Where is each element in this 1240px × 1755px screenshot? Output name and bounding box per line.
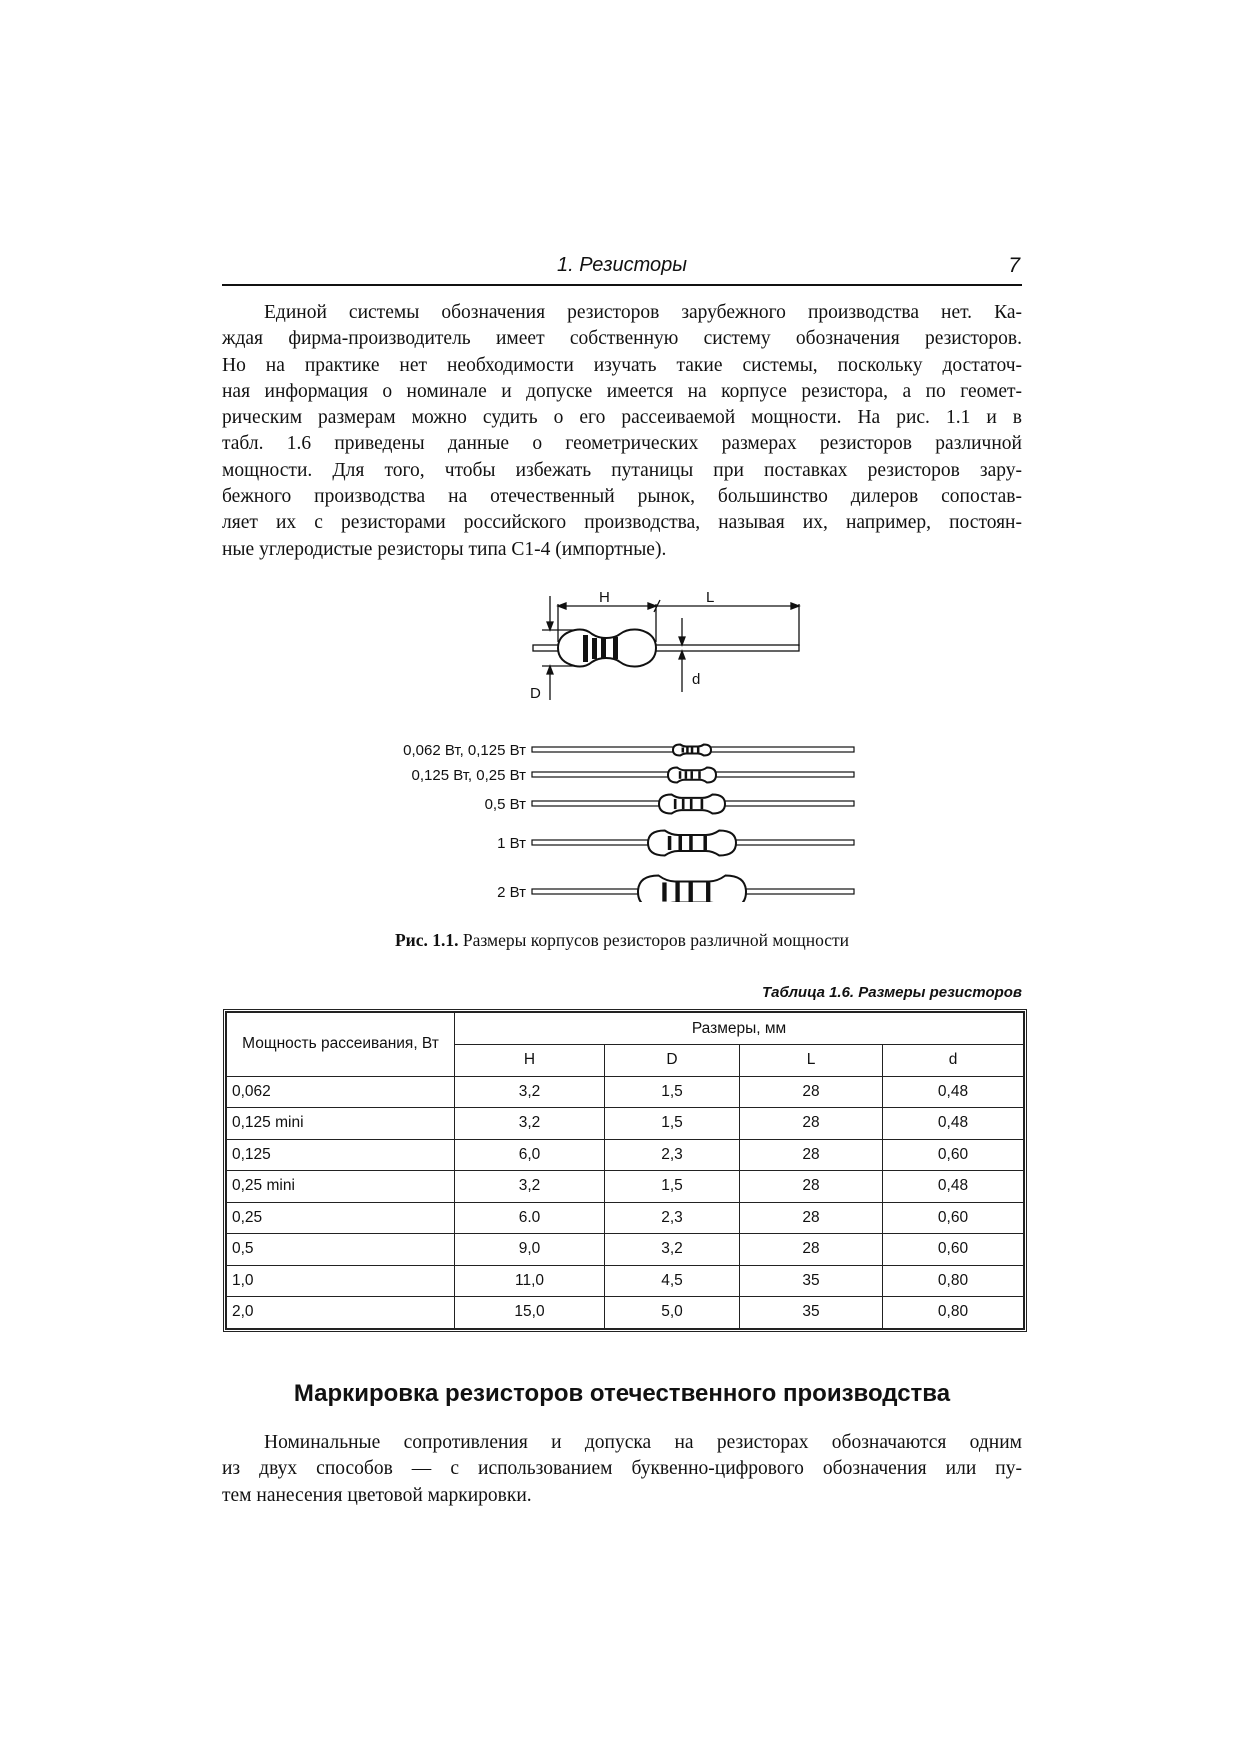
cell-D: 2,3	[605, 1202, 740, 1234]
table-row	[227, 1139, 1024, 1171]
table-caption: Таблица 1.6. Размеры резисторов	[761, 984, 1022, 1001]
label-d: d	[692, 671, 701, 688]
color-band	[662, 882, 666, 901]
arrow-head	[679, 637, 685, 645]
color-band	[601, 638, 606, 659]
text-line: мощности. Для того, чтобы избежать путаницы при поставках резисторов зару-	[222, 459, 1022, 481]
header-dimensions: Размеры, мм	[455, 1013, 1024, 1045]
text-line: ждая фирма-производитель имеет собственную систему обозначения резисторов.	[222, 328, 1022, 350]
text-line: Но на практике нет необходимости изучать такие системы, поскольку достаточ-	[222, 354, 1022, 376]
text-line: бежного производства на отечественный рынок, большинство дилеров сопостав-	[222, 486, 1022, 508]
resistor-row	[403, 742, 854, 759]
text-line: ляет их с резисторами российского производства, называя их, например, постоян-	[222, 512, 1022, 534]
caption-label: Рис. 1.1.	[394, 930, 459, 950]
cell-D: 5,0	[605, 1297, 740, 1329]
table-row	[227, 1234, 1024, 1266]
cell-power: 0,25 mini	[227, 1171, 455, 1203]
cell-L: 28	[740, 1171, 883, 1203]
section-heading: Маркировка резисторов отечественного производства	[293, 1380, 951, 1407]
cell-H: 9,0	[455, 1234, 605, 1266]
figure-resistor-sizes	[370, 582, 890, 902]
table-row	[227, 1202, 1024, 1234]
color-band	[682, 799, 685, 809]
resistor-row	[497, 876, 854, 903]
cell-D: 2,3	[605, 1139, 740, 1171]
cell-H: 3,2	[455, 1171, 605, 1203]
text-line: Номинальные сопротивления и допуска на резисторах обозначаются одним	[264, 1432, 1022, 1453]
header-col-D: D	[605, 1045, 740, 1077]
cell-L: 35	[740, 1297, 883, 1329]
cell-d: 0,48	[883, 1108, 1024, 1140]
cell-H: 11,0	[455, 1265, 605, 1297]
cell-H: 3,2	[455, 1108, 605, 1140]
header-power: Мощность рассеивания, Вт	[227, 1013, 455, 1077]
color-band	[686, 747, 689, 752]
cell-H: 6,0	[455, 1139, 605, 1171]
resistor-row	[412, 767, 855, 784]
cell-L: 28	[740, 1202, 883, 1234]
arrow-head	[791, 603, 799, 609]
text-line: табл. 1.6 приведены данные о геометрических размерах резисторов различной	[222, 433, 1022, 455]
paragraph-marking	[222, 1430, 1022, 1509]
arrow-head	[547, 622, 553, 630]
power-label: 0,062 Вт, 0,125 Вт	[403, 742, 526, 759]
resistor-row	[485, 795, 854, 814]
header-col-H: H	[455, 1045, 605, 1077]
text-line: рическим размерам можно судить о его рассеиваемой мощности. На рис. 1.1 и в	[222, 407, 1022, 429]
figure-caption	[222, 930, 1022, 951]
text-line: ные углеродистые резисторы типа С1-4 (импортные).	[222, 538, 667, 560]
label-L: L	[706, 589, 715, 606]
color-band	[583, 635, 588, 662]
cell-D: 1,5	[605, 1076, 740, 1108]
cell-d: 0,60	[883, 1139, 1024, 1171]
dimension-diagram	[533, 596, 799, 700]
arrow-head	[558, 603, 566, 609]
color-band	[674, 799, 677, 809]
color-band	[678, 836, 682, 850]
cell-power: 0,25	[227, 1202, 455, 1234]
cell-H: 15,0	[455, 1297, 605, 1329]
text-line: из двух способов — с использованием буквенно-цифрового обозначения или пу-	[222, 1458, 1022, 1480]
cell-D: 1,5	[605, 1108, 740, 1140]
cell-L: 28	[740, 1108, 883, 1140]
power-label: 0,5 Вт	[484, 796, 526, 813]
color-band	[689, 836, 693, 850]
cell-power: 0,125 mini	[227, 1108, 455, 1140]
color-band	[701, 799, 704, 809]
color-band	[697, 747, 700, 752]
cell-d: 0,80	[883, 1265, 1024, 1297]
cell-d: 0,48	[883, 1171, 1024, 1203]
cell-d: 0,80	[883, 1297, 1024, 1329]
power-label: 2 Вт	[497, 884, 526, 901]
running-header	[222, 254, 1022, 286]
color-band	[685, 771, 688, 779]
cell-D: 1,5	[605, 1171, 740, 1203]
size-table	[226, 1012, 1024, 1329]
color-band	[613, 637, 618, 659]
cell-d: 0,60	[883, 1202, 1024, 1234]
cell-D: 4,5	[605, 1265, 740, 1297]
color-band	[706, 882, 710, 901]
cell-power: 2,0	[227, 1297, 455, 1329]
table-row	[227, 1171, 1024, 1203]
cell-d: 0,60	[883, 1234, 1024, 1266]
color-band	[690, 799, 693, 809]
table-resistor-sizes	[223, 1009, 1027, 1332]
cell-power: 0,125	[227, 1139, 455, 1171]
resistor-row	[497, 831, 854, 856]
cell-D: 3,2	[605, 1234, 740, 1266]
arrow-head	[679, 651, 685, 659]
cell-power: 1,0	[227, 1265, 455, 1297]
paragraph-intro	[222, 300, 1022, 563]
table-row	[227, 1108, 1024, 1140]
header-col-d: d	[883, 1045, 1024, 1077]
arrow-head	[648, 603, 656, 609]
cell-H: 6.0	[455, 1202, 605, 1234]
cell-d: 0,48	[883, 1076, 1024, 1108]
table-row	[227, 1265, 1024, 1297]
table-row	[227, 1076, 1024, 1108]
cell-H: 3,2	[455, 1076, 605, 1108]
cell-L: 35	[740, 1265, 883, 1297]
arrow-head	[547, 666, 553, 674]
caption-text: Размеры корпусов резисторов различной мощности	[458, 930, 850, 950]
color-band	[675, 882, 679, 901]
cell-power: 0,062	[227, 1076, 455, 1108]
label-D: D	[530, 685, 541, 702]
resistor-body	[558, 630, 656, 667]
color-band	[689, 882, 693, 901]
text-line: Единой системы обозначения резисторов зарубежного производства нет. Ка-	[264, 302, 1022, 323]
color-band	[679, 771, 682, 779]
chapter-title: 1. Резисторы	[556, 254, 688, 276]
cell-L: 28	[740, 1234, 883, 1266]
power-label: 1 Вт	[497, 835, 526, 852]
resistor-rows	[403, 742, 854, 902]
text-line: тем нанесения цветовой маркировки.	[222, 1484, 532, 1506]
text-line: ная информация о номинале и допуске имеется на корпусе резистора, а по геомет-	[222, 380, 1022, 402]
color-band	[668, 836, 672, 850]
resistor-diagram	[370, 582, 890, 902]
cell-L: 28	[740, 1139, 883, 1171]
color-band	[682, 747, 685, 752]
label-H: H	[599, 589, 610, 606]
color-band	[592, 638, 597, 659]
color-band	[703, 836, 707, 850]
color-band	[698, 771, 701, 779]
power-label: 0,125 Вт, 0,25 Вт	[411, 767, 526, 784]
header-col-L: L	[740, 1045, 883, 1077]
table-row	[227, 1297, 1024, 1329]
color-band	[690, 771, 693, 779]
cell-L: 28	[740, 1076, 883, 1108]
color-band	[691, 747, 694, 752]
cell-power: 0,5	[227, 1234, 455, 1266]
page-number: 7	[1008, 254, 1020, 277]
